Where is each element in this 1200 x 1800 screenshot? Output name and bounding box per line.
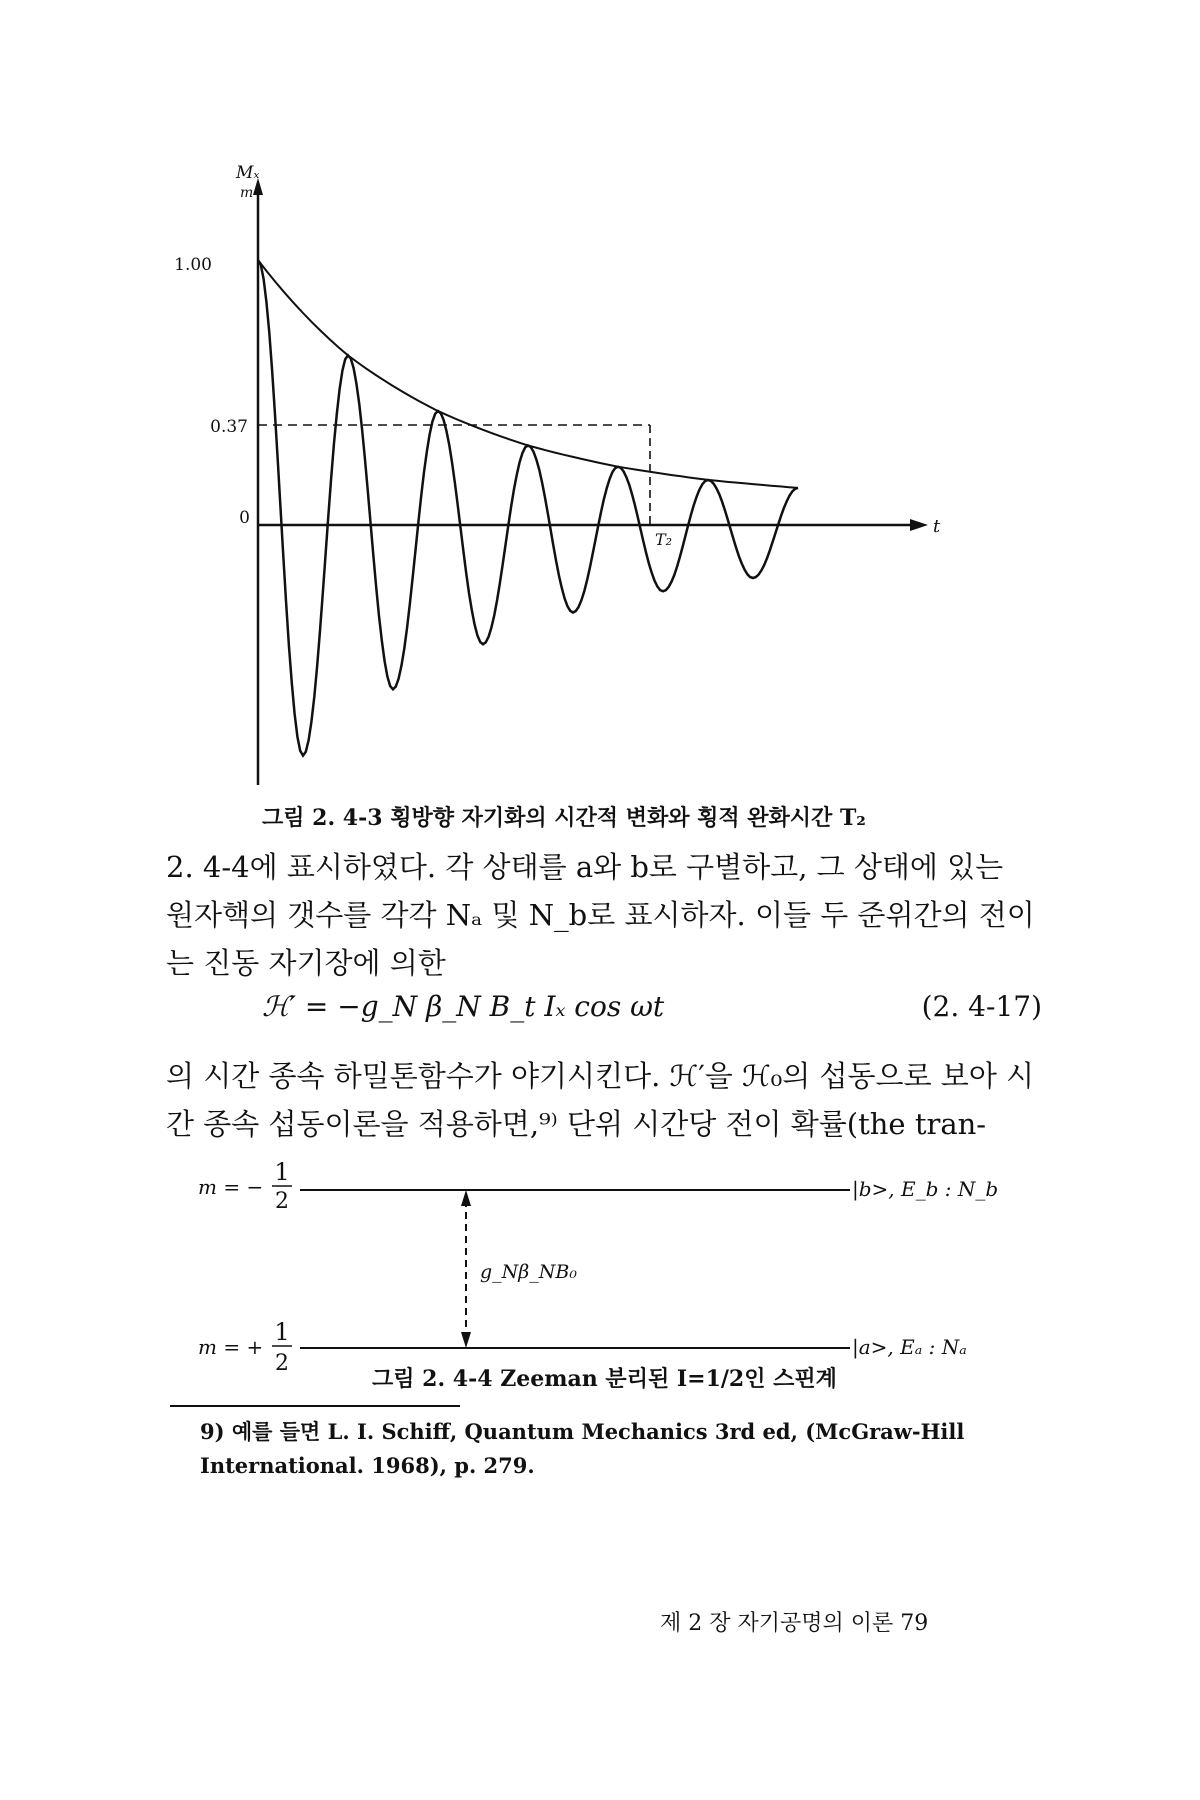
tick-label-1: 1.00 <box>174 255 212 275</box>
y-axis-label: Mₓ <box>236 163 260 183</box>
y-axis-label-sub: m <box>240 185 254 201</box>
paragraph-1-text: 2. 4-4에 표시하였다. 각 상태를 a와 b로 구별하고, 그 상태에 있는 원자핵의 갯수를 각각 Nₐ 및 N_b로 표시하자. 이들 두 준위간의 전이는 진동 자기장에 의한 <box>166 850 1035 980</box>
decaying-oscillation-curve <box>258 260 798 756</box>
t2-label: T₂ <box>655 530 673 549</box>
upper-state-label: |b>, E_b : N_b <box>852 1177 999 1201</box>
x-axis-arrow <box>910 519 928 531</box>
upper-m-label: m = − <box>198 1175 264 1199</box>
body-paragraph-1 <box>166 843 1036 987</box>
upper-m-denominator: 2 <box>275 1189 289 1214</box>
lower-state-label: |a>, Eₐ : Nₐ <box>852 1335 967 1359</box>
page-footer: 제 2 장 자기공명의 이론 79 <box>660 1611 929 1636</box>
paragraph-2-text: 의 시간 종속 하밀톤함수가 야기시킨다. ℋ′을 ℋ₀의 섭동으로 보아 시간 종속 섭동이론을 적용하면,⁹⁾ 단위 시간당 전이 확률(the tran- <box>166 1059 1035 1141</box>
equation-formula: ℋ′ = −g_N β_N B_t Iₓ cos ωt <box>262 990 665 1023</box>
lower-m-numerator: 1 <box>274 1318 290 1346</box>
body-paragraph-2 <box>166 1052 1036 1148</box>
footnote-rule <box>170 1405 460 1407</box>
transition-arrow-up <box>461 1190 471 1206</box>
energy-gap-label: g_Nβ_NB₀ <box>480 1261 577 1283</box>
envelope-curve <box>258 260 798 488</box>
upper-m-numerator: 1 <box>274 1158 290 1186</box>
figure2-caption: 그림 2. 4-4 Zeeman 분리된 I=1/2인 스핀계 <box>372 1366 837 1392</box>
equation-number: (2. 4-17) <box>921 990 1042 1023</box>
figure-relaxation-plot <box>0 0 1200 800</box>
equation-2-4-17 <box>262 990 1042 1038</box>
footnote-9: 9) 예를 들면 L. I. Schiff, Quantum Mechanics 3rd ed, (McGraw-Hill International. 1968), p. 279. <box>200 1419 965 1478</box>
figure1-caption: 그림 2. 4-3 횡방향 자기화의 시간적 변화와 횡적 완화시간 T₂ <box>262 805 866 831</box>
tick-label-037: 0.37 <box>210 417 248 437</box>
lower-m-denominator: 2 <box>275 1351 289 1376</box>
tick-label-0: 0 <box>239 508 250 528</box>
x-axis-label: t <box>933 516 941 537</box>
transition-arrow-down <box>461 1332 471 1348</box>
lower-m-label: m = + <box>198 1335 264 1359</box>
